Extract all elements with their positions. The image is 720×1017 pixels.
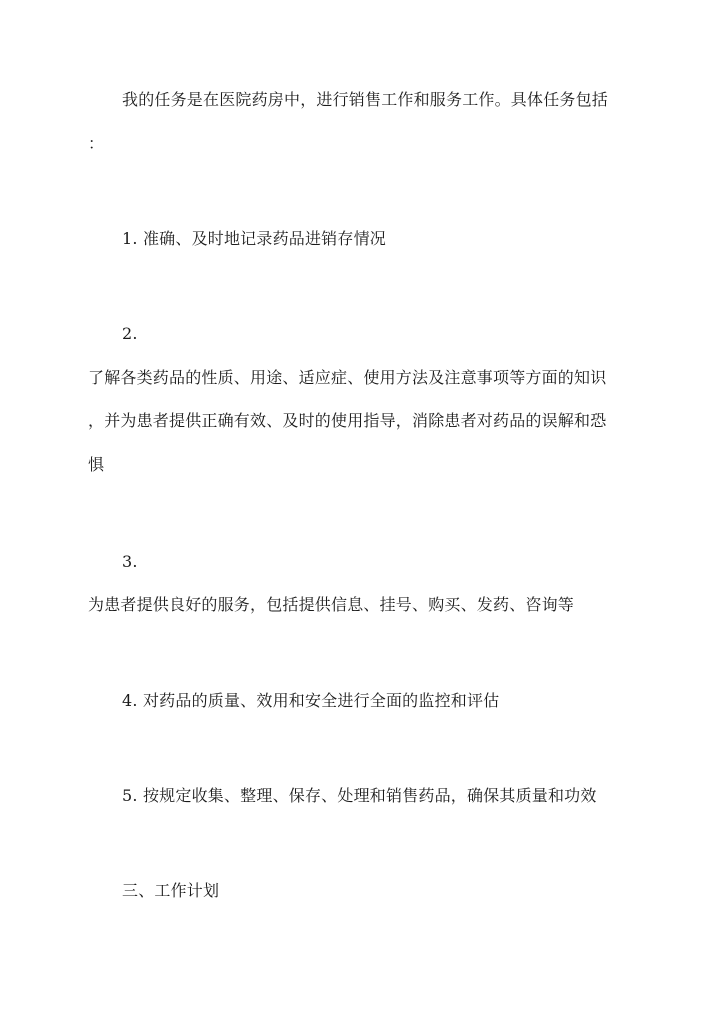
list-item-2-text-line-2: ，并为患者提供正确有效、及时的使用指导，消除患者对药品的误解和恐	[88, 411, 607, 430]
list-item-2-text-line-3: 惧	[88, 455, 105, 474]
list-item-1-text: 准确、及时地记录药品进销存情况	[142, 229, 386, 248]
list-item-5	[122, 786, 597, 806]
list-item-4	[122, 691, 499, 711]
list-item-5-number: 5.	[122, 786, 138, 805]
section-heading: 三、工作计划	[122, 881, 220, 900]
list-item-3-number: 3.	[122, 552, 138, 571]
list-item-1-number: 1.	[122, 229, 138, 248]
intro-paragraph-line-2: ：	[88, 134, 105, 153]
list-item-1	[122, 229, 386, 249]
intro-paragraph-line-1: 我的任务是在医院药房中，进行销售工作和服务工作。具体任务包括	[122, 90, 609, 109]
list-item-2-text-line-1: 了解各类药品的性质、用途、适应症、使用方法及注意事项等方面的知识	[88, 368, 607, 387]
list-item-3-text-line-1: 为患者提供良好的服务，包括提供信息、挂号、购买、发药、咨询等	[88, 595, 575, 614]
list-item-5-text: 按规定收集、整理、保存、处理和销售药品，确保其质量和功效	[142, 786, 597, 805]
list-item-2-number: 2.	[122, 324, 138, 343]
list-item-4-text: 对药品的质量、效用和安全进行全面的监控和评估	[142, 691, 500, 710]
list-item-4-number: 4.	[122, 691, 138, 710]
